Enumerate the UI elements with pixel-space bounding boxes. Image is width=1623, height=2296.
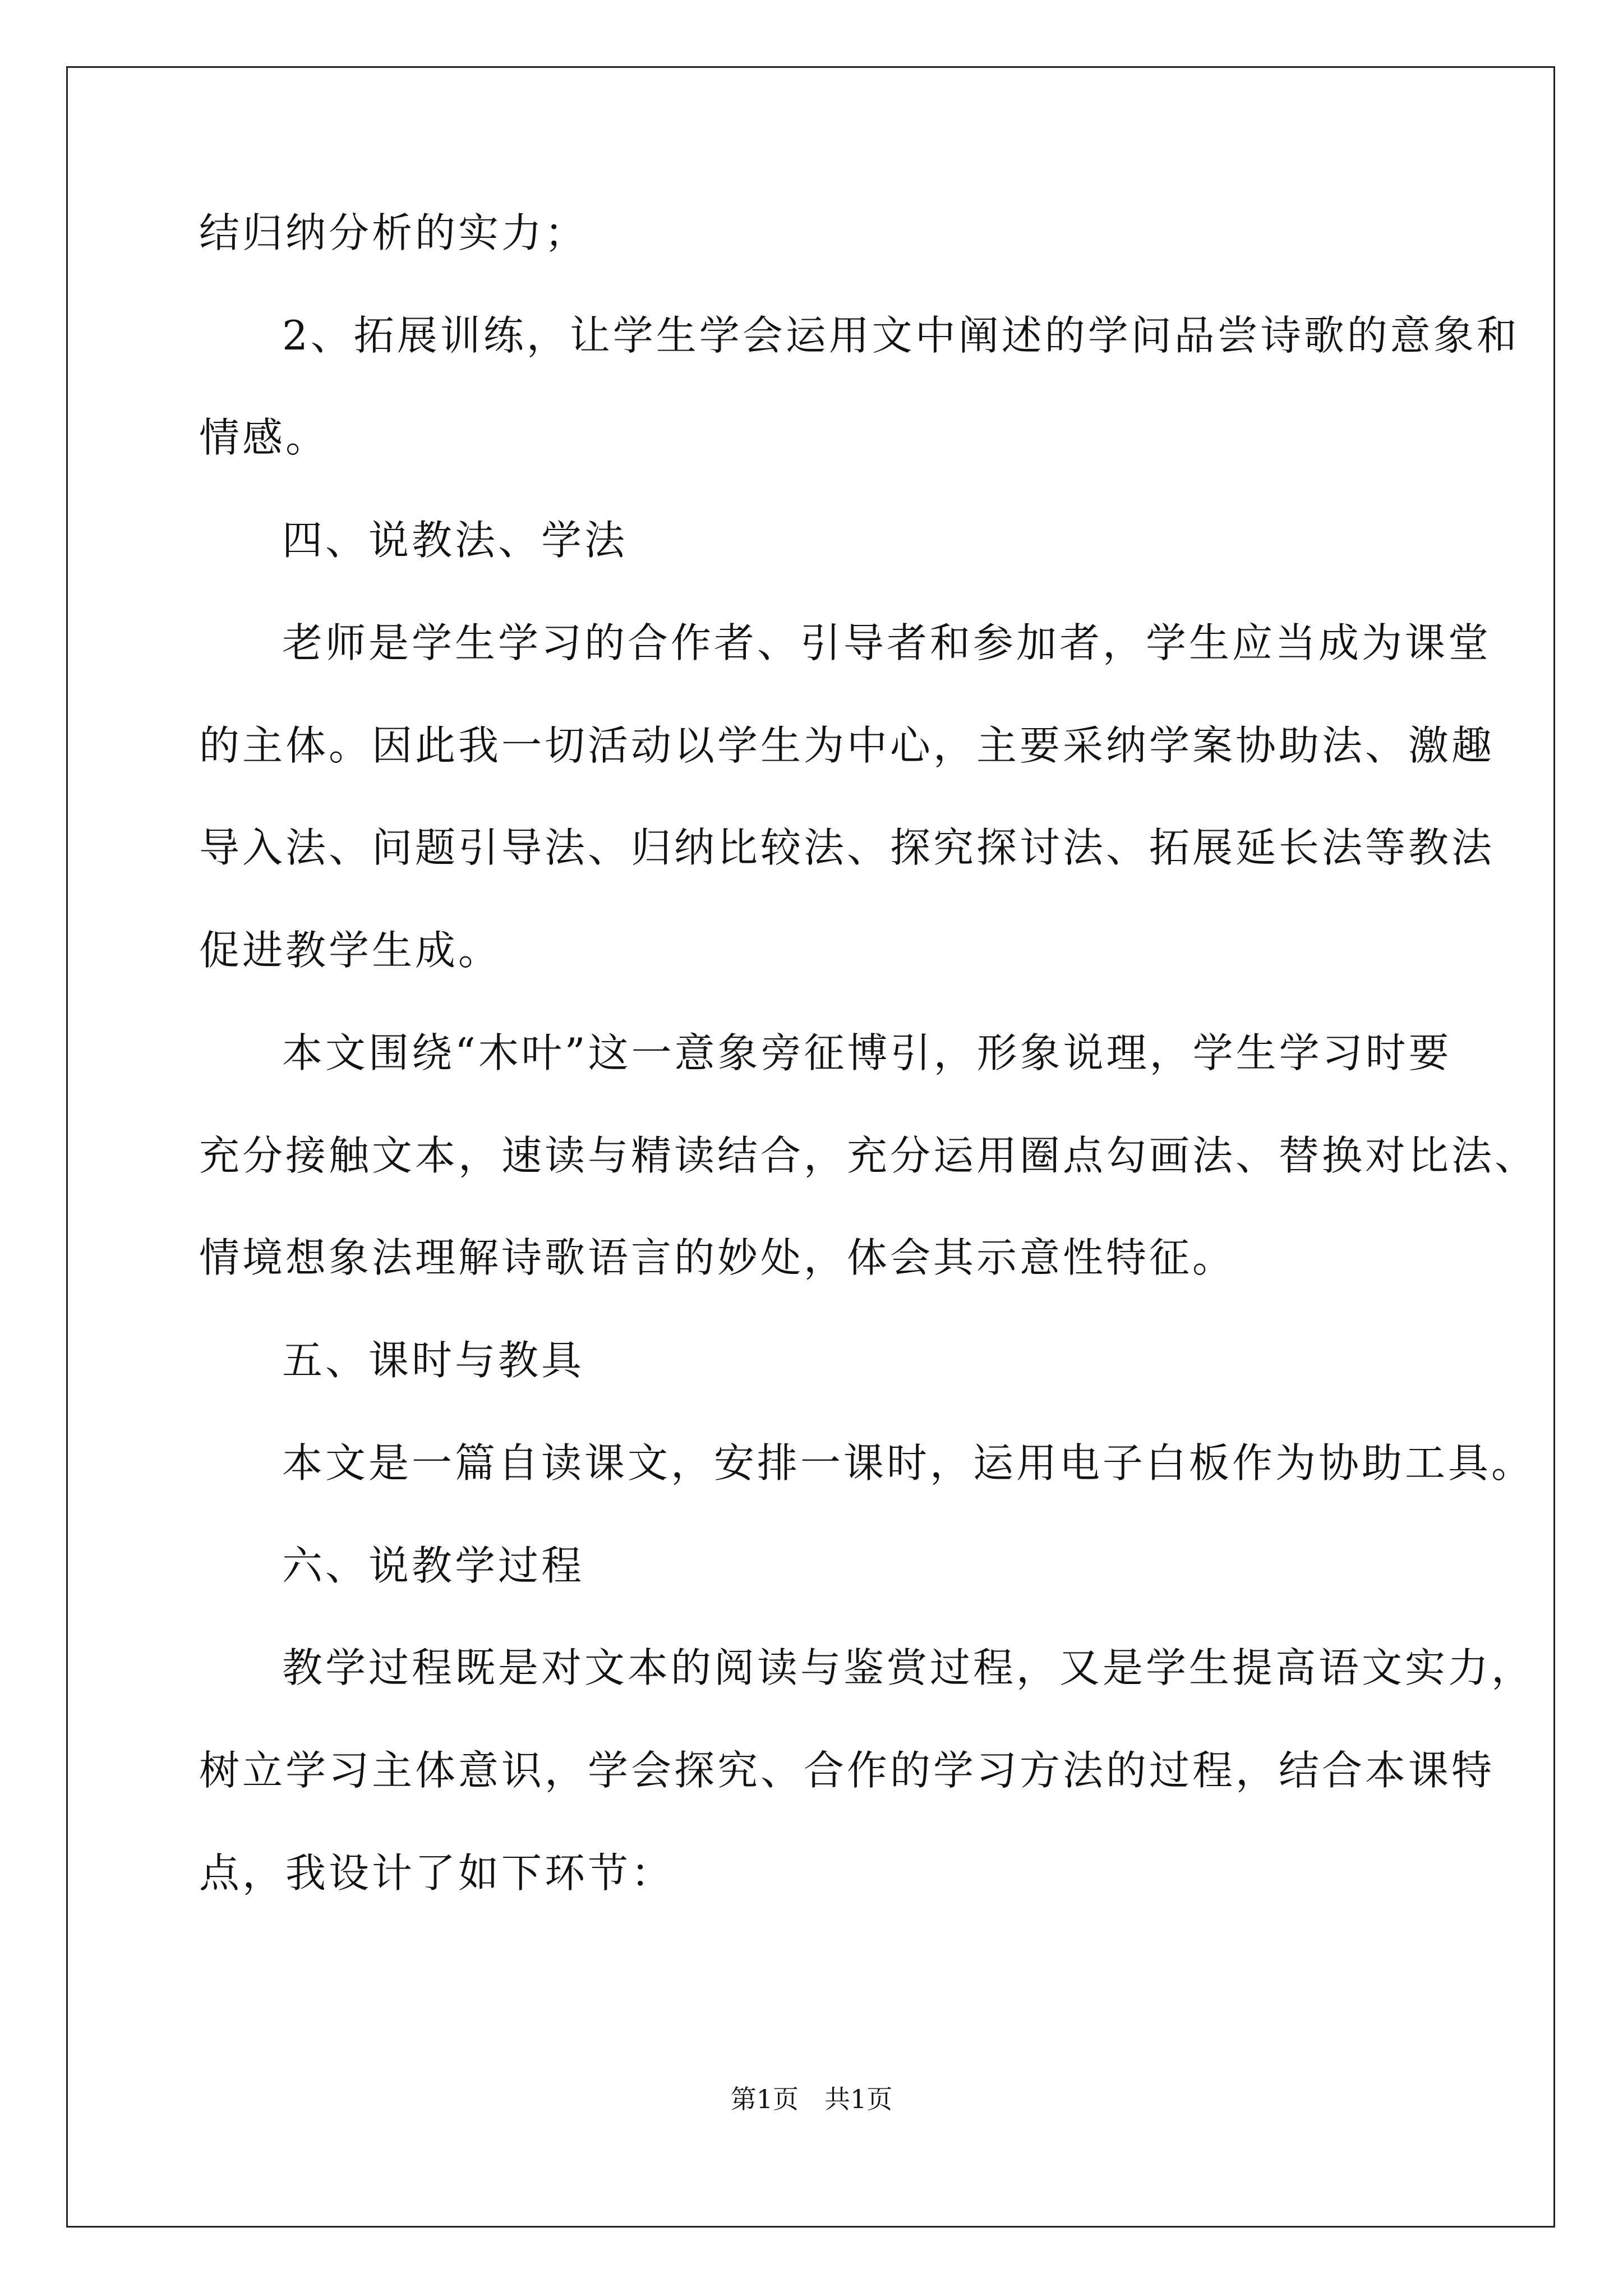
page-total: 共1页: [824, 2084, 893, 2114]
page-footer: [0, 2082, 1623, 2116]
text-line: 老师是学生学习的合作者、引导者和参加者，学生应当成为课堂: [282, 619, 1492, 666]
text-line: 教学过程既是对文本的阅读与鉴赏过程，又是学生提高语文实力，: [282, 1644, 1535, 1691]
page-number: 第1页: [730, 2084, 799, 2114]
section-heading: 四、说教法、学法: [282, 517, 628, 564]
text-line: 点，我设计了如下环节：: [199, 1849, 675, 1897]
text-line: 充分接触文本，速读与精读结合，充分运用圈点勾画法、替换对比法、: [199, 1132, 1538, 1179]
text-line: 促进教学生成。: [199, 927, 502, 974]
section-heading: 五、课时与教具: [282, 1337, 585, 1384]
text-line: 的主体。因此我一切活动以学生为中心，主要采纳学案协助法、激趣: [199, 722, 1495, 769]
text-line: 本文围绕“木叶”这一意象旁征博引，形象说理，学生学习时要: [282, 1029, 1452, 1076]
text-line: 导入法、问题引导法、归纳比较法、探究探讨法、拓展延长法等教法: [199, 824, 1495, 871]
text-line: 树立学习主体意识，学会探究、合作的学习方法的过程，结合本课特: [199, 1747, 1495, 1794]
text-line: 结归纳分析的实力；: [199, 209, 588, 256]
section-heading: 六、说教学过程: [282, 1542, 585, 1589]
text-line: 情境想象法理解诗歌语言的妙处，体会其示意性特征。: [199, 1234, 1236, 1281]
text-line: 2、拓展训练，让学生学会运用文中阐述的学问品尝诗歌的意象和: [282, 312, 1520, 359]
text-line: 本文是一篇自读课文，安排一课时，运用电子白板作为协助工具。: [282, 1439, 1535, 1487]
text-line: 情感。: [199, 414, 329, 461]
